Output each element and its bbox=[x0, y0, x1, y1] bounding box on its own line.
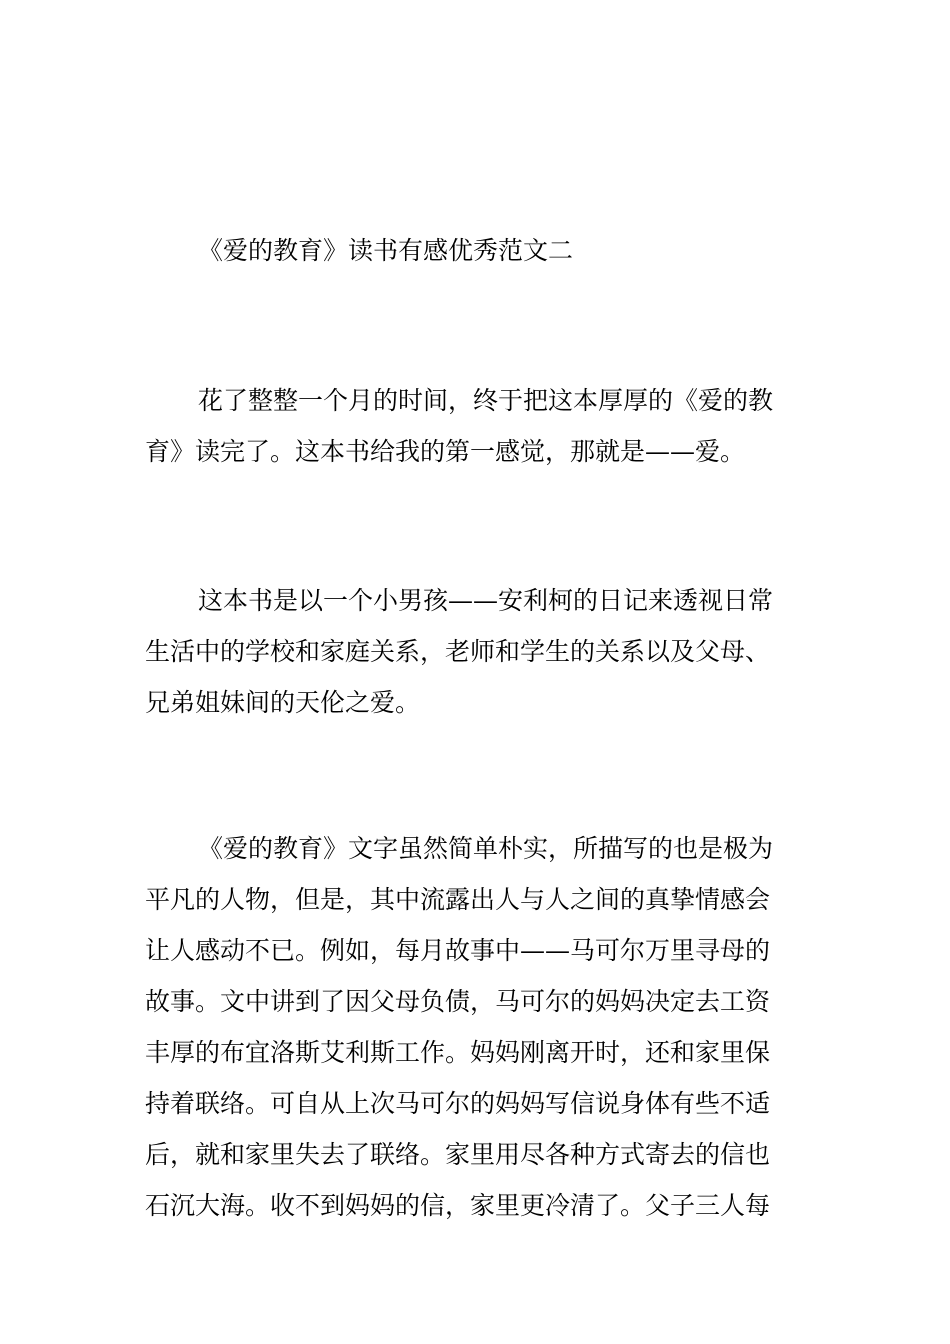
document-title: 《爱的教育》读书有感优秀范文二 bbox=[198, 236, 574, 265]
paragraph-line: 丰厚的布宜洛斯艾利斯工作。妈妈刚离开时，还和家里保 bbox=[145, 1038, 771, 1067]
paragraph-line: 育》读完了。这本书给我的第一感觉，那就是——爱。 bbox=[145, 437, 746, 466]
paragraph-line: 后，就和家里失去了联络。家里用尽各种方式寄去的信也 bbox=[145, 1140, 771, 1169]
paragraph-line: 持着联络。可自从上次马可尔的妈妈写信说身体有些不适 bbox=[145, 1089, 771, 1118]
paragraph-line: 平凡的人物，但是，其中流露出人与人之间的真挚情感会 bbox=[145, 885, 771, 914]
paragraph-line: 《爱的教育》文字虽然简单朴实，所描写的也是极为 bbox=[198, 834, 774, 863]
paragraph-line: 兄弟姐妹间的天伦之爱。 bbox=[145, 688, 421, 717]
paragraph-2 bbox=[145, 575, 815, 728]
paragraph-line: 花了整整一个月的时间，终于把这本厚厚的《爱的教 bbox=[198, 386, 774, 415]
paragraph-1 bbox=[145, 375, 815, 477]
paragraph-line: 这本书是以一个小男孩——安利柯的日记来透视日常 bbox=[198, 586, 774, 615]
paragraph-line: 石沉大海。收不到妈妈的信，家里更冷清了。父子三人每 bbox=[145, 1191, 771, 1220]
paragraph-line: 生活中的学校和家庭关系，老师和学生的关系以及父母、 bbox=[145, 637, 771, 666]
paragraph-line: 让人感动不已。例如，每月故事中——马可尔万里寻母的 bbox=[145, 936, 771, 965]
paragraph-line: 故事。文中讲到了因父母负债，马可尔的妈妈决定去工资 bbox=[145, 987, 771, 1016]
paragraph-3 bbox=[145, 823, 815, 1231]
